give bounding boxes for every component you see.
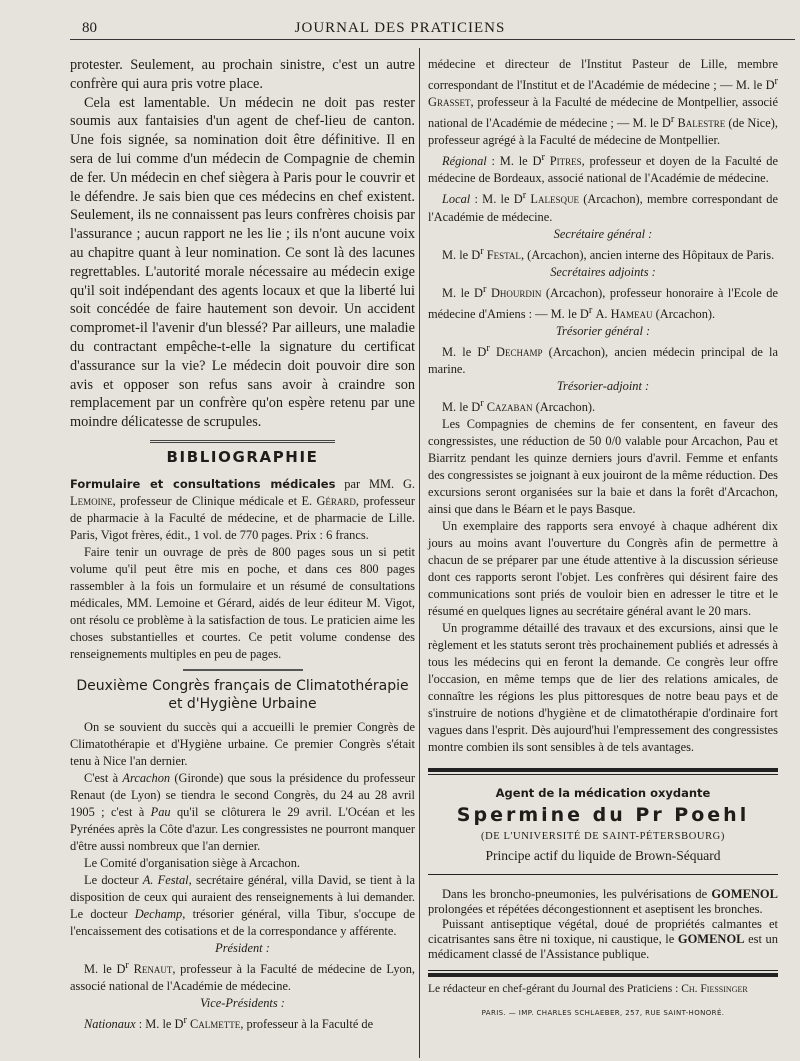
ad-text: Dans les broncho-pneumonies, les pulvérisations de GOMENOL prolongées et répétées décongestionnent et aseptisent les bronches. [428,887,778,917]
tg-label: Trésorier général : [555,323,651,338]
column-divider [419,48,420,1058]
advertisement [428,768,778,977]
vice-presidents-label: Vice-Présidents : [200,996,285,1011]
paragraph: Cela est lamentable. Un médecin ne doit pas rester soumis aux fantaisies d'un agent de chef-lieu de canton. Une fois signée, sa nomination doit être définitive. Il en sera de lui comme d'un médecin de Compagnie de chemin de fer. Un médecin en chef siègera à Paris pour le couvrir et le défendre. Je sais bien que ces médecins en chef existent. Seulement, ils ne connaissent pas leurs confrères choisis par l'assurance ; aucun rapport ne les lie ; ils n'ont aucune voix au chapitre quant à leur nomination. Ce sont là des lacunes regrettables. L'autorité morale nécessaire au médecin exige qu'il soit indépendant des agents locaux et que la liberté lui soit concédée de faire hautement son devoir. Un accident compromet-il l'avenir d'un blessé? Par ailleurs, une maladie du contractant empêche-t-elle la signature du certificat d'assurance sur la vie? Le médecin doit pouvoir dire son avis et opposer son refus sans avoir à craindre son remplacement par un confrère qu'on espère retenu par une moindre délicatesse de scrupules. [70,94,415,431]
paragraph: Un exemplaire des rapports sera envoyé à chaque adhérent dix jours au moins avant l'ouverture du Congrès afin de permettre à chacun de se préparer par une étude attentive à la discussion sérieuse dont ces rapports seront l'objet. Les confrères qui désirent faire des communications sont priés de vouloir bien en adresser le titre et le résumé en quelques lignes au secrétaire général avant le 20 mars. [428,519,778,619]
congress-heading: Deuxième Congrès français de Climatothérapie et d'Hygiène Urbaine [76,678,409,713]
book-title: Formulaire et consultations médicales [70,477,336,492]
ad-text: Puissant antiseptique végétal, doué de propriétés calmantes et cicatrisantes sans être ni toxique, ni caustique, le GOMENOL est un médicament classé de l'Assistance publique. [428,917,778,962]
journal-title: JOURNAL DES PRATICIENS [294,20,506,36]
ad-border [428,774,778,775]
ad-border [428,973,778,977]
section-separator [150,440,335,443]
right-column [428,56,778,1022]
paragraph: M. le $D^r$ Festal, (Arcachon), ancien interne des Hôpitaux de Paris. [442,245,775,262]
paragraph: M. le $D^r$ Renaut, professeur à la Faculté de médecine de Lyon, associé national de l'Académie de médecine. [70,960,415,994]
ta-label: Trésorier-adjoint : [556,379,650,393]
sa-label: Secrétaires adjoints : [550,264,656,279]
ad-principle: Principe actif du liquide de Brown-Séquard [485,848,721,864]
paragraph: On se souvient du succès qui a accueilli le premier Congrès de Climatothérapie et d'Hygiène urbaine. Ce premier Congrès s'était tenu à Nice l'an dernier. [70,720,415,769]
page-header [0,0,800,38]
paragraph: Le Comité d'organisation siège à Arcachon. [84,856,301,871]
ad-brand-name: Spermine du Pr Poehl [456,804,750,827]
paragraph: M. le $D^r$ Dechamp (Arcachon), ancien médecin principal de la marine. [428,342,778,376]
paragraph: M. le $D^r$ Dhourdin (Arcachon), professeur honoraire à l'Ecole de médecine d'Amiens : — M. le $D^r$ A. Hameau (Arcachon). [428,283,778,321]
book-reference: Formulaire et consultations médicales par MM. G. Lemoine, professeur de Clinique médicale et E. Gérard, professeur de pharmacie à la Faculté de médecine, et de pharmacie de Lille. Paris, Vigot frères, édit., 1 vol. de 770 pages. Prix : 6 francs. [70,477,416,543]
paragraph: Régional : M. le $D^r$ Pitres, professeur et doyen de la Faculté de médecine de Bordeaux, associé national de l'Académie de médecine. [428,152,778,186]
congress-article [70,719,415,1033]
paragraph: Le docteur A. Festal, secrétaire général, villa David, se tient à la disposition de ceux qui auraient des renseignements à lui demander. Le docteur Dechamp, trésorier général, villa Tibur, s'occupe de l'encaissement des cotisations et de la correspondance y afférente. [70,873,415,939]
paragraph: Un programme détaillé des travaux et des excursions, ainsi que le règlement et les statuts seront très prochainement publiés et adressés à tous les médecins qui en feront la demande. Ce congrès leur offre l'occasion, en même temps que de lier des relations amicales, de connaître les régions les plus pittoresques de notre beau pays et de s'instruire de notions d'hygiène et de climatothérapie d'ordinaire fort vagues dans l'esprit. Dès aujourd'hui l'empressement des congressistes montre combien ils sont sensibles à de tels avantages. [428,621,778,755]
book-review: Faire tenir un ouvrage de près de 800 pages sous un si petit volume qu'il peut être mis en poche, et dans ces 800 pages rassembler à la fois un formulaire et un résumé de consultations médicales, MM. Lemoine et Gérard, aidés de leur éditeur M. Vigot, ont résolu ce problème à la satisfaction de tous. Le praticien aime les choses substantielles et courtes. Ce petit volume condense des renseignements multiples en peu de pages. [70,545,415,662]
ad-border [428,970,778,971]
header-rule [70,39,795,40]
ad-border [428,768,778,772]
left-column [70,56,415,1033]
ad-university: (DE L'UNIVERSITÉ DE SAINT-PÉTERSBOURG) [481,831,725,843]
paragraph: Les Compagnies de chemins de fer consentent, en faveur des congressistes, une réduction de 50 0/0 valable pour Arcachon, Pau et Biarritz pendant les quinze derniers jours d'avril. Femme et enfants des congressistes se joignant à eux jouiront de la même réduction. Des excursions seront organisées sur la baie et dans la forêt d'Arcachon, ainsi que dans le Béarn et le pays Basque. [428,417,778,517]
paragraph: médecine et directeur de l'Institut Pasteur de Lille, membre correspondant de l'Institut et de l'Académie de médecine ; — M. le $D^r$ Grasset, professeur à la Faculté de médecine de Montpellier, associé national de l'Académie de médecine ; — M. le $D^r$ Balestre (de Nice), professeur agrégé à la Faculté de médecine de Montpellier. [428,57,778,148]
paragraph: Local : M. le $D^r$ Lalesque (Arcachon), membre correspondant de l'Académie de médecine. [428,190,778,224]
article-continuation [70,56,415,432]
page-number: 80 [82,20,97,36]
ad-agent-line: Agent de la médication oxydante [495,786,711,801]
bibliography-heading: BIBLIOGRAPHIE [166,447,319,466]
paragraph: C'est à Arcachon (Gironde) que sous la présidence du professeur Renaut (de Lyon) se tiendra le second Congrès, du 24 au 28 avril 1905 ; c'est à Pau qu'il se clôturera le 29 avril. L'Océan et les Pyrénées après la Côte d'azur. Les congressistes ne pourront manquer d'être aussi nombreux que l'an dernier. [70,771,415,854]
paragraph: M. le $D^r$ Cazaban (Arcachon). [442,398,596,415]
section-separator [183,669,303,671]
sg-label: Secrétaire général : [553,226,653,241]
ad-divider [428,874,778,875]
editor-line: Le rédacteur en chef-gérant du Journal des Praticiens : Ch. Fiessinger [428,983,748,996]
president-label: Président : [215,941,270,956]
paragraph: Nationaux : M. le $D^r$ Calmette, professeur à la Faculté de [84,1015,374,1032]
printer-imprint: PARIS. — IMP. CHARLES SCHLAEBER, 257, RUE SAINT-HONORÉ. [481,1009,725,1018]
paragraph: protester. Seulement, au prochain sinistre, c'est un autre confrère qui aura pris votre place. [70,57,415,92]
